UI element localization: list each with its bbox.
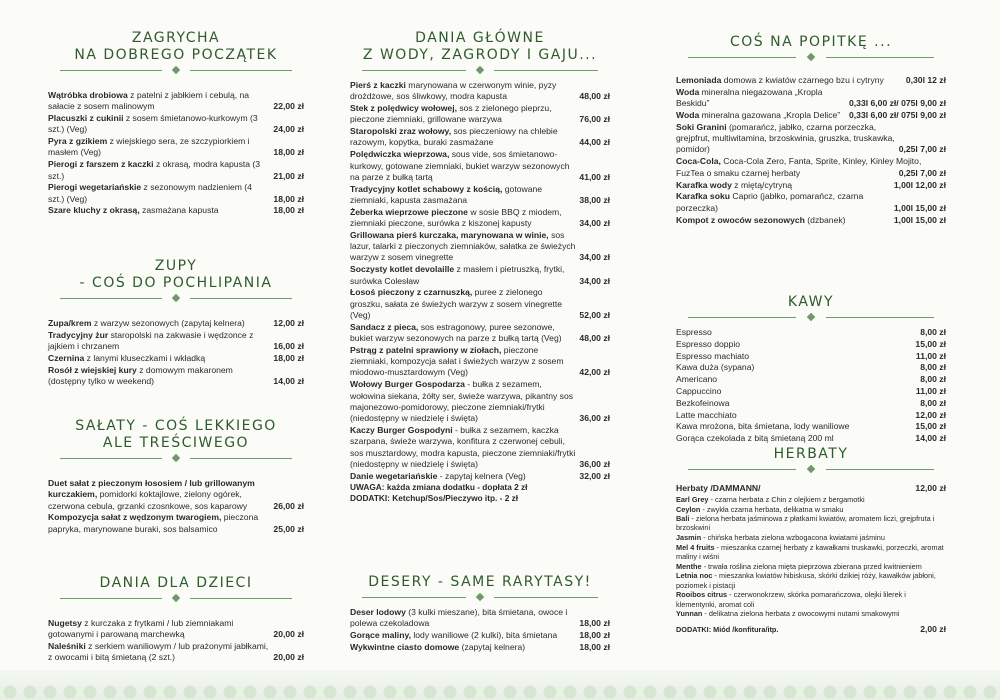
item-list [676, 327, 946, 444]
menu-item-description: (pomarańcz, jabłko, czarna porzeczka, grejpfrut, multiwitamina, brzoskwinia, gruszka, truskawka, pomidor) [676, 121, 895, 155]
menu-item-name: Bali [676, 514, 690, 524]
menu-item-name: Staropolski zraz wołowy, [350, 126, 452, 137]
menu-item-price: 22,00 zł [273, 101, 304, 112]
menu-item-description: FuzTea o smaku czarnej herbaty [676, 167, 801, 178]
divider-ornament [60, 594, 292, 604]
menu-item-price: 14,00 zł [273, 375, 304, 386]
menu-item-name: Nugetsy [48, 618, 82, 628]
item-list [48, 90, 304, 217]
menu-item-price: 0,25l 7,00 zł [898, 144, 946, 155]
menu-item-price: 25,00 zł [273, 523, 304, 534]
menu-item-description: sos z zielonego pieprzu, pieczone ziemniaki, grillowane warzywa [350, 103, 552, 125]
menu-item-name: Zupa/krem [48, 318, 92, 328]
menu-item [676, 562, 946, 571]
menu-item [676, 433, 946, 444]
menu-item [676, 122, 946, 156]
menu-item [350, 80, 610, 103]
menu-item-price: 52,00 zł [579, 309, 610, 320]
menu-item-price: 11,00 zł [915, 350, 946, 361]
menu-item-name: Sandacz z pieca, [350, 321, 419, 332]
menu-item-description: Espresso machiato [676, 350, 750, 361]
menu-item-price: 21,00 zł [273, 170, 304, 181]
menu-item-name: Tradycyjny żur [48, 329, 109, 340]
menu-item-price: 8,00 zł [920, 327, 946, 337]
menu-item [350, 184, 610, 207]
menu-item-description: - czerwonokrzew, skórka pomarańczowa, olejki lilerek i klementynki, aromat coli [676, 590, 906, 609]
menu-item-price: 0,25l 7,00 zł [898, 167, 946, 178]
item-list [48, 318, 304, 387]
menu-item-description: z okrasą, modra kapusta (3 szt.) [48, 159, 261, 181]
menu-item-description: Coca-Cola Zero, Fanta, Sprite, Kinley, Kinley Mojito, [720, 156, 922, 167]
menu-item-name: Placuszki z cukinii [48, 113, 124, 124]
menu-item [676, 374, 946, 385]
menu-item-description: sous vide, sos śmietanowo-kurkowy, gotowane ziemniaki, bukiet warzyw sezonowych na parze z bułką tartą [350, 149, 570, 182]
menu-item [676, 571, 946, 589]
menu-item-description: staropolski na zakwasie i wędzonce z jajkiem i chrzanem [48, 329, 254, 352]
tea-header-label: Herbaty /DAMMANN/ [676, 483, 761, 493]
menu-item-description: marynowana w czerwonym winie, pyzy drożdżowe, sos śliwkowy, modra kapusta [350, 80, 557, 102]
menu-item-price: 18,00 zł [273, 193, 304, 204]
menu-item [676, 156, 946, 167]
menu-item-description: z serkiem waniliowym / lub prażonymi jabłkami, z owocami i bitą śmietaną (2 szt.) [48, 641, 269, 663]
menu-item-description: - mieszanka kwiatów hibiskusa, skórki dzikiej róży, kawałków jabłoni, poziomek i pistacji [676, 571, 936, 590]
menu-item-name: Wołowy Burger Gospodarza [350, 379, 465, 390]
menu-item [48, 90, 304, 113]
menu-item-price: 18,00 zł [579, 618, 610, 629]
menu-item [676, 362, 946, 373]
tea-extras-label: DODATKI: Miód /konfitura/itp. [676, 625, 779, 635]
menu-item-name: Duet sałat z pieczonym łososiem / lub grillowanym kurczakiem, [48, 478, 255, 500]
menu-item-description: - bułka z sezamem, kaczka szarpana, świeże warzywa, konfitura z czerwonej cebuli, sos musztardowy, modra kapusta, pieczone ziemniaki/frytki (niedostępny w niedzielę i święta) [350, 424, 576, 469]
menu-item-description: zasmażana kapusta [139, 205, 219, 216]
menu-item-price: 41,00 zł [579, 171, 610, 182]
section-title: HERBATY [773, 446, 849, 462]
menu-item-name: Stek z polędwicy wołowej, [350, 103, 457, 114]
section-title: ZAGRYCHA [131, 30, 221, 46]
menu-item [676, 514, 946, 532]
menu-item [350, 379, 610, 424]
section-desery [350, 574, 610, 654]
menu-item-price: 11,00 zł [915, 385, 946, 396]
divider-ornament [60, 66, 292, 76]
section-zupy [48, 258, 304, 388]
menu-item-description: z kurczaka z frytkami / lub ziemniakami gotowanymi i parowaną marchewką [48, 618, 234, 640]
menu-item-description: z sezonowym nadzieniem (4 szt.) (Veg) [48, 182, 252, 204]
menu-item-name: Letnia noc [676, 571, 713, 581]
menu-item-price: 20,00 zł [273, 629, 304, 640]
menu-item-name: Deser lodowy [350, 607, 406, 617]
menu-item [676, 75, 946, 86]
menu-item [350, 149, 610, 183]
menu-item-name: Menthe [676, 561, 702, 571]
section-subtitle: Z WODY, ZAGRODY I GAJU... [362, 47, 598, 63]
menu-item [676, 215, 946, 226]
menu-item-name: Danie wegetariańskie [350, 470, 438, 481]
menu-item-description: - bułka z sezamem, wołowina siekana, żółty ser, świeże warzywa, pikantny sos majonezowo-pomidorowy, pieczone ziemniaki/frytki (niedostępny w niedzielę i święta) [350, 379, 574, 424]
menu-item [48, 618, 304, 641]
menu-item-description: z wiejskiego sera, ze szczypiorkiem i masłem (Veg) [48, 136, 250, 158]
menu-item-description: (zapytaj kelnera) [459, 641, 526, 652]
menu-item [350, 264, 610, 287]
menu-item [676, 398, 946, 409]
menu-item-price: 8,00 zł [920, 374, 946, 385]
menu-item-price: 1,00l 15,00 zł [893, 202, 946, 213]
menu-item-price: 16,00 zł [273, 341, 304, 352]
tea-list [676, 495, 946, 619]
menu-item-name: Pyra z gzikiem [48, 136, 108, 147]
menu-item-description: puree z zielonego groszku, sałata ze świeżych warzyw z sosem vinegrette (Veg) [350, 287, 563, 320]
menu-item [676, 180, 946, 191]
menu-item-name: Kompozycja sałat z wędzonym twarogiem, [48, 512, 222, 523]
menu-item-description: - mieszanka czarnej herbaty z kawałkami truskawki, porzeczki, aromat maliny i wiśni [676, 542, 944, 562]
tea-header-row [676, 483, 946, 494]
menu-item-description: Espresso [676, 327, 712, 337]
menu-item-price: 8,00 zł [920, 397, 946, 408]
menu-item-description: z patelni z jabłkiem i cebulą, na sałacie z sosem malinowym [48, 90, 250, 112]
menu-item-price: 8,00 zł [920, 362, 946, 373]
menu-item-price: 18,00 zł [273, 147, 304, 158]
section-herbaty [676, 446, 946, 636]
menu-item [48, 512, 304, 535]
menu-item-name: Yunnan [676, 609, 703, 619]
menu-item-description: - zapytaj kelnera (Veg) [437, 470, 526, 481]
menu-item-name: Soczysty kotlet devolaille [350, 264, 455, 275]
menu-item-description: - czarna herbata z Chin z olejkiem z bergamotki [708, 494, 865, 504]
note-change-fee: UWAGA: każda zmiana dodatku - dopłata 2 zł [350, 482, 528, 493]
menu-item-description: z domowym makaronem (dostępny tylko w weekend) [48, 364, 233, 386]
section-title: KAWY [787, 294, 835, 310]
menu-item-description: z masłem i pietruszką, frytki, surówka Colesław [350, 264, 565, 286]
menu-item [350, 126, 610, 149]
menu-item-price: 20,00 zł [273, 652, 304, 663]
menu-item-description: Espresso doppio [676, 338, 741, 349]
menu-item [350, 287, 610, 321]
menu-item-name: Woda [676, 109, 700, 120]
menu-item-name: Rosół z wiejskiej kury [48, 364, 137, 375]
menu-item-name: Czernina [48, 352, 85, 363]
menu-item [48, 182, 304, 205]
menu-item [676, 110, 946, 121]
menu-item [676, 386, 946, 397]
menu-item-description: Gorąca czekolada z bitą śmietaną 200 ml [676, 433, 834, 444]
menu-item [676, 609, 946, 618]
menu-item-description: - chińska herbata zielona wzbogacona kwiatami jaśminu [701, 533, 885, 543]
menu-item-price: 34,00 zł [579, 218, 610, 229]
menu-item [48, 205, 304, 216]
divider-ornament [60, 454, 292, 464]
menu-item-description: lody waniliowe (2 kulki), bita śmietana [410, 630, 558, 641]
menu-item-price: 18,00 zł [273, 205, 304, 216]
menu-item-price: 12,00 zł [915, 409, 946, 420]
menu-item-price: 18,00 zł [579, 641, 610, 652]
menu-item-description: pieczone ziemniaki, kompozycja sałat i świeżych warzyw z sosem miodowo-musztardowym (Veg) [350, 344, 564, 378]
menu-item-name: Naleśniki [48, 641, 86, 652]
item-list [676, 75, 946, 226]
menu-item [350, 471, 610, 482]
menu-item [48, 478, 304, 512]
divider-ornament [60, 294, 292, 304]
menu-item-description: z lanymi kluseczkami i wkładką [84, 352, 206, 363]
menu-item-name: Jasmin [676, 533, 702, 543]
menu-item-description: sos pieczeniowy na chlebie razowym, kopytka, buraki zasmażane [350, 126, 558, 148]
section-salaty [48, 418, 304, 535]
item-list [350, 80, 610, 482]
section-title: COŚ NA POPITKĘ ... [729, 34, 893, 50]
menu-item-name: Woda [676, 86, 700, 97]
menu-item-price: 42,00 zł [579, 367, 610, 378]
menu-item-name: Łosoś pieczony z czarnuszką, [350, 287, 473, 298]
menu-item-price: 44,00 zł [579, 137, 610, 148]
menu-item-description: Bezkofeinowa [676, 397, 730, 408]
divider-ornament [688, 53, 934, 63]
section-dzieci [48, 575, 304, 664]
divider-ornament [362, 66, 598, 76]
menu-item-price: 32,00 zł [579, 470, 610, 481]
menu-item [350, 207, 610, 230]
menu-item-price: 12,00 zł [273, 318, 304, 328]
note-extras: DODATKI: Ketchup/Sos/Pieczywo itp. - 2 zł [350, 493, 519, 504]
menu-item [48, 113, 304, 136]
menu-item [48, 318, 304, 329]
item-list [48, 618, 304, 664]
menu-item-description: mineralna gazowana „Kropla Delice” [699, 109, 841, 120]
menu-item [676, 339, 946, 350]
menu-item-description: Latte macchiato [676, 409, 737, 420]
section-title: SAŁATY - COŚ LEKKIEGO [75, 418, 277, 434]
menu-item [48, 136, 304, 159]
menu-item [48, 641, 304, 664]
tea-extras-row [676, 624, 946, 635]
menu-item-name: Grillowana pierś kurczaka, marynowana w winie, [350, 229, 549, 240]
menu-item [676, 191, 946, 214]
section-title: DANIA GŁÓWNE [415, 30, 545, 46]
menu-item [350, 230, 610, 264]
menu-item-description: - zwykła czarna herbata, delikatna w smaku [700, 504, 844, 514]
menu-item [48, 330, 304, 353]
menu-item-name: Tradycyjny kotlet schabowy z kością, [350, 183, 503, 194]
menu-item [676, 351, 946, 362]
menu-item-price: 34,00 zł [579, 252, 610, 263]
menu-item [350, 630, 610, 641]
menu-item-name: Lemoniada [676, 75, 722, 85]
divider-ornament [688, 465, 934, 475]
menu-item-price: 36,00 zł [579, 458, 610, 469]
menu-item-price: 48,00 zł [579, 333, 610, 344]
tea-extras-price: 2,00 zł [920, 624, 946, 635]
section-kawy [676, 294, 946, 445]
divider-ornament [688, 313, 934, 323]
menu-item [350, 607, 610, 630]
menu-item-name: Coca-Cola, [676, 156, 721, 167]
menu-item-description: Kawa mrożona, bita śmietana, lody waniliowe [676, 421, 850, 432]
menu-item [48, 159, 304, 182]
menu-item-description: - delikatna zielona herbata z owocowymi nutami smakowymi [702, 609, 900, 619]
section-glowne [350, 30, 610, 504]
menu-item-description: - zielona herbata jaśminowa z płatkami kwiatów, aromatem liczi, grejpfruta i brzoskwini [676, 514, 935, 533]
menu-item [48, 365, 304, 388]
menu-item-description: sos estragonowy, puree sezonowe, bukiet warzyw sezonowych na parze z bułką tartą (Veg) [350, 321, 562, 344]
menu-item-description: sos lazur, talarki z pieczonych ziemniaków, sałatka ze świeżych warzyw z sosem vinegrette [350, 229, 576, 263]
menu-item-description: z sosem śmietanowo-kurkowym (3 szt.) (Veg) [48, 113, 258, 135]
menu-item-description: pomidorki koktajlowe, zielony ogórek, czerwona cebula, grzanki czosnkowe, sos kaparowy [48, 489, 248, 511]
menu-item-price: 0,30l 12 zł [905, 75, 946, 85]
menu-item [676, 495, 946, 504]
menu-item-price: 1,00l 15,00 zł [893, 214, 946, 225]
divider-ornament [362, 593, 598, 603]
menu-item-price: 18,00 zł [273, 352, 304, 363]
menu-item-price: 15,00 zł [915, 421, 946, 432]
menu-item-name: Wątróbka drobiowa [48, 90, 128, 100]
menu-item [676, 421, 946, 432]
menu-item-description: z warzyw sezonowych (zapytaj kelnera) [91, 318, 245, 328]
menu-item [350, 642, 610, 653]
menu-item-name: Pierogi z farszem z kaczki [48, 159, 154, 170]
section-title: DANIA DLA DZIECI [99, 575, 253, 591]
tea-header-price: 12,00 zł [915, 483, 946, 493]
menu-item-price: 14,00 zł [915, 433, 946, 444]
menu-item [676, 505, 946, 514]
menu-item-name: Mel 4 fruits [676, 542, 715, 552]
menu-item-price: 34,00 zł [579, 275, 610, 286]
section-title: DESERY - SAME RARYTASY! [368, 574, 592, 590]
menu-item-name: Szare kluchy z okrasą, [48, 205, 140, 216]
menu-item [676, 590, 946, 608]
menu-item-name: Pierogi wegetariańskie [48, 182, 142, 193]
menu-item-name: Wykwintne ciasto domowe [350, 641, 460, 652]
menu-item-price: 36,00 zł [579, 413, 610, 424]
menu-item-price: 76,00 zł [579, 114, 610, 125]
menu-item-name: Soki Granini [676, 121, 727, 132]
menu-item-name: Karafka wody [676, 179, 732, 190]
menu-item-name: Pstrąg z patelni sprawiony w ziołach, [350, 344, 502, 355]
menu-item [350, 425, 610, 470]
menu-item-description: Americano [676, 374, 718, 385]
menu-item-price: 24,00 zł [273, 124, 304, 135]
menu-item-price: 18,00 zł [579, 630, 610, 641]
menu-item-description: z miętą/cytryną [731, 179, 793, 190]
menu-item [350, 103, 610, 126]
menu-item [676, 543, 946, 561]
menu-item-name: Gorące maliny, [350, 630, 411, 641]
menu-item [350, 322, 610, 345]
menu-item-description: pieczona papryka, marynowane buraki, sos balsamico [48, 512, 259, 534]
section-subtitle: NA DOBREGO POCZĄTEK [74, 47, 278, 63]
menu-item-price: 38,00 zł [579, 194, 610, 205]
menu-item-name: Ceylon [676, 504, 701, 514]
decorative-floral-border [0, 670, 1000, 700]
menu-item-description: Kawa duża (sypana) [676, 362, 755, 373]
menu-item-price: 0,33l 6,00 zł/ 075l 9,00 zł [849, 98, 946, 109]
menu-item [676, 410, 946, 421]
menu-item-price: 26,00 zł [273, 500, 304, 511]
menu-item-description: (dzbanek) [804, 214, 846, 225]
section-subtitle: - COŚ DO POCHLIPANIA [79, 275, 273, 291]
menu-item [350, 345, 610, 379]
menu-item-description: Cappuccino [676, 385, 722, 396]
menu-item-description: - trwała roślina zielona mięta pieprzowa zbierana przed kwitnieniem [701, 561, 922, 571]
menu-item-name: Żeberka wieprzowe pieczone [350, 206, 468, 217]
item-list [350, 607, 610, 653]
menu-item-name: Rooibos citrus [676, 590, 728, 600]
menu-item-name: Kaczy Burger Gospodyni [350, 424, 453, 435]
menu-item-name: Pierś z kaczki [350, 80, 406, 90]
menu-item-price: 48,00 zł [579, 91, 610, 102]
section-napoje [676, 34, 946, 226]
menu-item-description: Caprio (jabłko, pomarańcz, czarna porzeczka) [676, 191, 864, 213]
menu-item-description: domowa z kwiatów czarnego bzu i cytryny [721, 75, 884, 85]
menu-item [676, 168, 946, 179]
menu-item-description: mineralna niegazowana „Kropla Beskidu” [676, 86, 823, 109]
menu-item [676, 87, 946, 110]
menu-item [48, 353, 304, 364]
section-zagrycha [48, 30, 304, 217]
menu-item-price: 15,00 zł [915, 338, 946, 349]
menu-item-name: Earl Grey [676, 494, 709, 504]
menu-item-name: Karafka soku [676, 191, 730, 202]
section-subtitle: ALE TREŚCIWEGO [102, 435, 250, 451]
menu-item-description: (3 kulki mieszane), bita śmietana, owoce i polewa czekoladowa [350, 607, 568, 629]
menu-item-name: Polędwiczka wieprzowa, [350, 149, 450, 160]
menu-item [676, 533, 946, 542]
menu-item-price: 0,33l 6,00 zł/ 075l 9,00 zł [849, 109, 946, 120]
menu-item [676, 327, 946, 338]
menu-item-description: gotowane ziemniaki, kapusta zasmażana [350, 183, 543, 205]
menu-item-price: 1,00l 12,00 zł [893, 179, 946, 190]
item-list [48, 478, 304, 535]
menu-item-name: Kompot z owoców sezonowych [676, 214, 805, 225]
section-title: ZUPY [154, 258, 198, 274]
menu-item-description: w sosie BBQ z miodem, ziemniaki pieczone, surówka z kiszonej kapusty [350, 206, 562, 229]
